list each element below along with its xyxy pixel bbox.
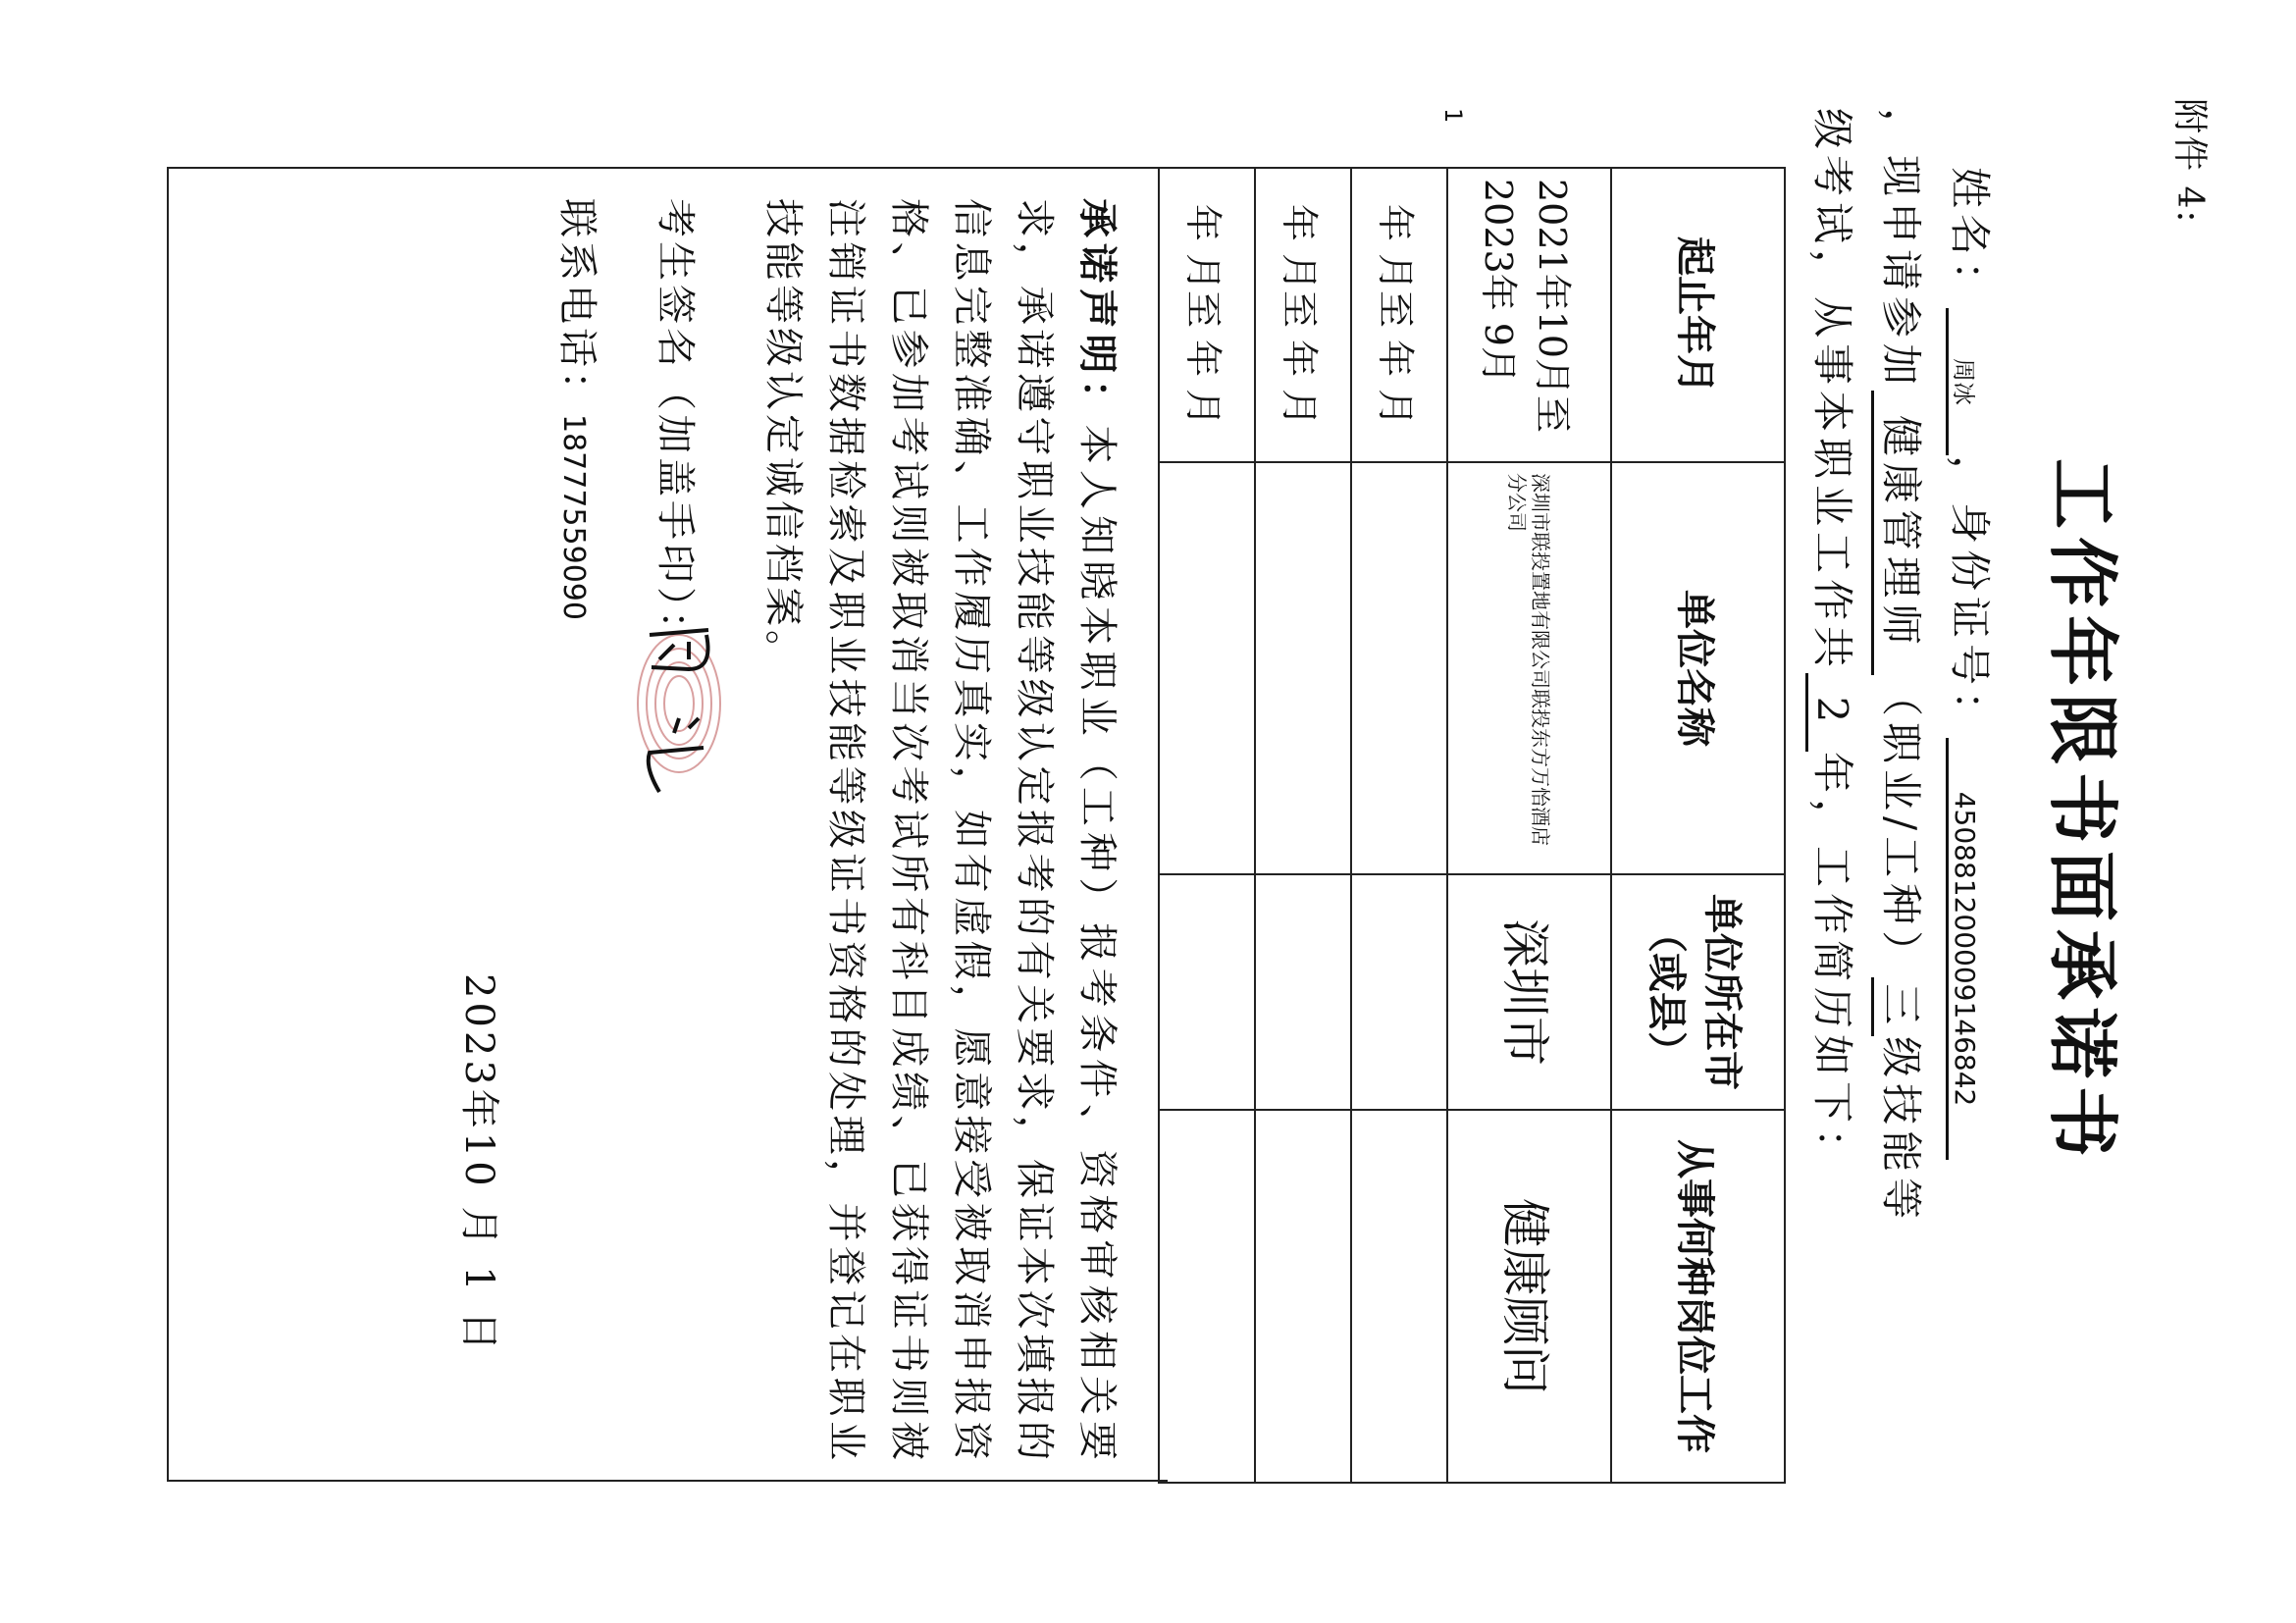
row-job: 健康顾问 (1447, 1110, 1611, 1483)
phone-label: 联系电话： (554, 198, 600, 414)
id-label: ，身份证号： (1946, 455, 1994, 739)
work-history-table (1158, 167, 1786, 1484)
table-row (1159, 168, 1255, 1483)
row-city (1255, 874, 1351, 1110)
attachment-label: 附件 4: (2169, 98, 2210, 225)
header-unit: 单位名称 (1611, 462, 1785, 874)
header-period: 起止年月 (1611, 168, 1785, 462)
row-job (1159, 1110, 1255, 1483)
table-header-row (1611, 168, 1785, 1483)
table-row (1447, 168, 1611, 1483)
table-row (1255, 168, 1351, 1483)
occupation-value: 健康管理师 (1871, 391, 1933, 675)
declaration-box (167, 167, 1168, 1482)
level-value: 三 (1871, 977, 1933, 1036)
row-unit (1159, 462, 1255, 874)
intro-line-1 (1943, 167, 2002, 1160)
row-unit (1255, 462, 1351, 874)
name-value: 周冰 (1946, 308, 1983, 455)
declaration-text (752, 198, 1128, 1464)
page-title: 工作年限书面承诺书 (2041, 457, 2124, 1165)
row-period: 年 月至 年 月 (1351, 168, 1447, 462)
header-city: 单位所在市（或县） (1611, 874, 1785, 1110)
intro-line-2 (1871, 108, 1933, 1225)
years-value: 2 (1805, 673, 1856, 752)
declaration-date: 2023年10 月 1 日 (456, 973, 501, 1355)
row-job (1255, 1110, 1351, 1483)
level-suffix: 级技能等 (1877, 1036, 1925, 1226)
apply-prefix: ，现申请参加 (1877, 108, 1925, 392)
handwritten-signature-with-fingerprint (630, 610, 728, 807)
phone-line (552, 198, 608, 620)
occupation-suffix: （职业/工种） (1877, 675, 1925, 978)
row-period: 2021年10月至 2023年 9月 (1447, 168, 1611, 462)
table-row (1351, 168, 1447, 1483)
row-period: 年 月至 年 月 (1159, 168, 1255, 462)
row-unit (1351, 462, 1447, 874)
line3-prefix: 级考试，从事本职业工作共 (1808, 108, 1856, 674)
row-job (1351, 1110, 1447, 1483)
header-job: 从事何种岗位工作 (1611, 1110, 1785, 1483)
row-city (1351, 874, 1447, 1110)
phone-number: 18777559090 (556, 414, 591, 620)
id-number: 450881200009146842 (1946, 738, 1981, 1160)
row-city (1159, 874, 1255, 1110)
line3-suffix: 年，工作简历如下： (1808, 752, 1856, 1177)
name-label: 姓名： (1946, 167, 1994, 309)
signature-label: 考生签名（加盖手印）： (652, 198, 698, 654)
declaration-heading: 承诺声明： (1074, 198, 1120, 425)
row-city: 深圳市 (1447, 874, 1611, 1110)
row-period: 年 月至 年 月 (1255, 168, 1351, 462)
declaration-body: 本人知晓本职业（工种）报考条件、资格审核相关要求，承诺遵守职业技能等级认定报考的有关要求，保证本次填报的信息完整准确、工作履历真实，如有虚假，愿意接受被取消申报资格、已参加考试则被取消当次考试所有科目成绩、已获得证书则被注销证书数据检索及职业技能等级证书资格的处理，并登记在职业技能等级认定诚信档案。 (760, 198, 1120, 1465)
page-number: 1 (1439, 108, 1467, 124)
intro-line-3 (1805, 108, 1864, 1176)
row-unit: 深圳市联投置地有限公司联投东方万怡酒店分公司 (1447, 462, 1611, 874)
